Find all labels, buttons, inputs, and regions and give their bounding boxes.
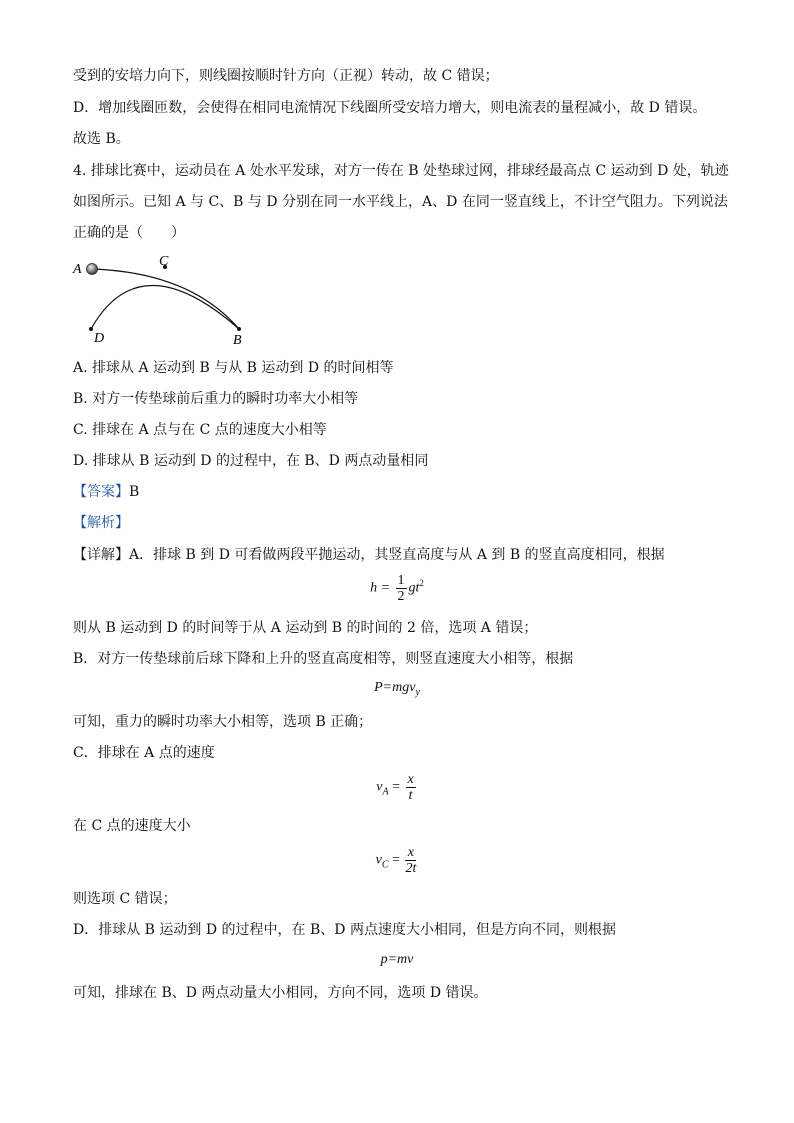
point-d <box>89 327 93 331</box>
fraction-denominator: 2t <box>405 861 417 876</box>
text-line: D．增加线圈匝数，会使得在相同电流情况下线圈所受安培力增大，则电流表的量程减小，故 D 错误。 <box>73 100 707 116</box>
volleyball-icon <box>87 264 98 275</box>
option-d: D. 排球从 B 运动到 D 的过程中，在 B、D 两点动量相同 <box>73 453 429 469</box>
fraction-denominator: 2 <box>397 589 405 604</box>
formula-power <box>0 680 794 698</box>
detail-d2: 可知，排球在 B、D 两点动量大小相同，方向不同，选项 D 错误。 <box>73 985 488 1001</box>
fraction <box>405 845 416 876</box>
fraction-denominator: t <box>408 788 413 803</box>
formula-va-eq: = <box>392 779 400 795</box>
formula-vc-lhs: v <box>375 852 382 868</box>
detail-label: 【详解】 <box>73 547 129 563</box>
label-a: A <box>73 262 82 277</box>
detail-c1: C．排球在 A 点的速度 <box>73 745 215 761</box>
answer-line <box>73 482 139 502</box>
label-c: C <box>159 254 169 269</box>
question-4-stem: 4. 排球比赛中，运动员在 A 处水平发球，对方一传在 B 处垫球过网，排球经最高点 C 运动到 D 处，轨迹 <box>73 163 729 179</box>
detail-c3: 则选项 C 错误； <box>73 891 177 907</box>
formula-vc <box>0 845 794 876</box>
formula-power-sub: y <box>415 686 420 698</box>
detail-b2: 可知，重力的瞬时功率大小相等，选项 B 正确； <box>73 714 373 730</box>
formula-h <box>0 573 794 604</box>
detail-d1: D．排球从 B 运动到 D 的过程中，在 B、D 两点速度大小相同，但是方向不同，则根据 <box>73 922 616 938</box>
fraction-numerator: 1 <box>397 573 405 588</box>
detail-b1: B．对方一传垫球前后球下降和上升的竖直高度相等，则竖直速度大小相等，根据 <box>73 651 574 667</box>
answer-value: B <box>129 484 140 500</box>
detail-a2: 则从 B 运动到 D 的时间等于从 A 运动到 B 的时间的 2 倍，选项 A 错误； <box>73 620 538 636</box>
formula-vc-eq: = <box>392 852 400 868</box>
answer-label: 【答案】 <box>73 484 129 500</box>
fraction <box>406 772 416 803</box>
formula-momentum: p=mv <box>380 952 414 967</box>
formula-h-rhs: gt <box>408 580 420 596</box>
point-b <box>237 327 241 331</box>
formula-va-lhs: v <box>376 779 383 795</box>
text-line: 故选 B。 <box>73 131 130 147</box>
formula-h-exponent: 2 <box>419 578 424 589</box>
fraction-numerator: x <box>405 845 416 861</box>
detail-c2: 在 C 点的速度大小 <box>73 818 191 834</box>
analysis-label: 【解析】 <box>73 515 129 531</box>
label-b: B <box>233 333 242 348</box>
trajectory-figure <box>70 248 260 348</box>
formula-vc-sub: C <box>381 859 389 871</box>
formula-power-main: P=mgv <box>374 680 416 695</box>
option-a: A. 排球从 A 运动到 B 与从 B 运动到 D 的时间相等 <box>73 360 394 376</box>
formula-va-sub: A <box>382 786 389 798</box>
trajectory-a-to-b <box>91 269 239 329</box>
question-4-stem: 如图所示。已知 A 与 C、B 与 D 分别在同一水平线上，A、D 在同一竖直线上，不计空气阻力。下列说法 <box>73 194 728 210</box>
question-4-stem: 正确的是（ ） <box>73 225 185 241</box>
detail-line <box>73 545 665 565</box>
fraction-numerator: x <box>407 772 414 787</box>
fraction <box>396 573 407 604</box>
formula-va <box>0 772 794 803</box>
text-line: 受到的安培力向下，则线圈按顺时针方向（正视）转动，故 C 错误； <box>73 68 499 84</box>
option-c: C. 排球在 A 点与在 C 点的速度大小相等 <box>73 422 327 438</box>
label-d: D <box>94 331 105 346</box>
detail-a1: A．排球 B 到 D 可看做两段平抛运动，其竖直高度与从 A 到 B 的竖直高度相同，根据 <box>129 547 665 563</box>
formula-h-lhs: h = <box>370 580 391 596</box>
option-b: B. 对方一传垫球前后重力的瞬时功率大小相等 <box>73 391 359 407</box>
